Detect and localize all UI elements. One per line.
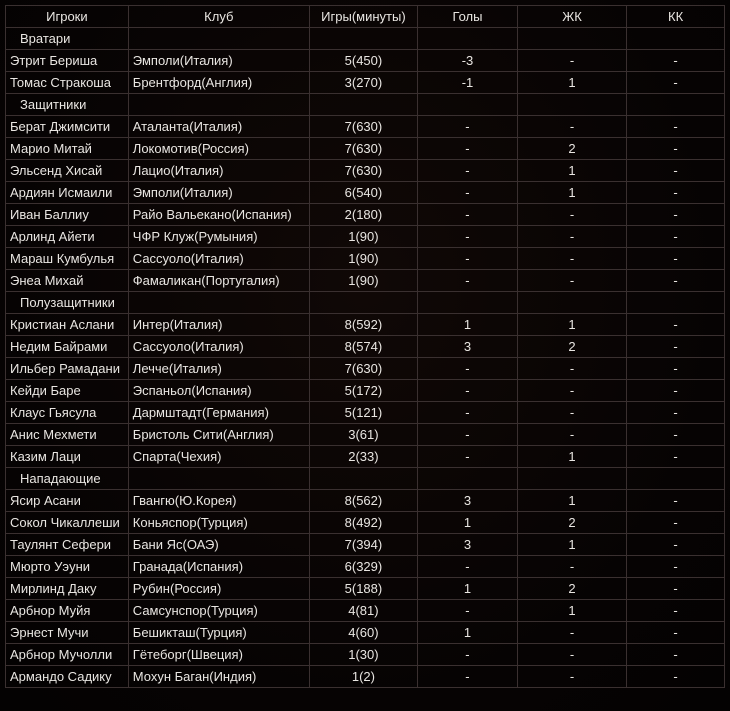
empty-cell [517, 468, 626, 490]
table-row [6, 556, 725, 578]
yellow-cards-cell: 1 [517, 446, 626, 468]
goals-cell: - [418, 402, 518, 424]
goals-cell: - [418, 182, 518, 204]
section-row [6, 292, 725, 314]
empty-cell [309, 28, 417, 50]
red-cards-cell: - [627, 380, 725, 402]
empty-cell [128, 292, 309, 314]
red-cards-cell: - [627, 314, 725, 336]
games-cell: 7(394) [309, 534, 417, 556]
table-row [6, 512, 725, 534]
club-cell: Брентфорд(Англия) [128, 72, 309, 94]
goals-cell: 3 [418, 336, 518, 358]
club-cell: Локомотив(Россия) [128, 138, 309, 160]
yellow-cards-cell: - [517, 358, 626, 380]
section-title: Вратари [6, 28, 129, 50]
header-club: Клуб [128, 6, 309, 28]
red-cards-cell: - [627, 226, 725, 248]
table-row [6, 578, 725, 600]
section-row [6, 94, 725, 116]
table-row [6, 336, 725, 358]
table-row [6, 534, 725, 556]
club-cell: Гранада(Испания) [128, 556, 309, 578]
goals-cell: 1 [418, 512, 518, 534]
goals-cell: - [418, 666, 518, 688]
red-cards-cell: - [627, 578, 725, 600]
games-cell: 5(121) [309, 402, 417, 424]
red-cards-cell: - [627, 160, 725, 182]
yellow-cards-cell: - [517, 204, 626, 226]
yellow-cards-cell: 1 [517, 534, 626, 556]
player-name-cell: Марио Митай [6, 138, 129, 160]
table-row [6, 358, 725, 380]
table-row [6, 600, 725, 622]
section-title: Полузащитники [6, 292, 129, 314]
player-name-cell: Армандо Садику [6, 666, 129, 688]
table-row [6, 226, 725, 248]
empty-cell [128, 28, 309, 50]
empty-cell [627, 292, 725, 314]
red-cards-cell: - [627, 600, 725, 622]
player-name-cell: Мараш Кумбулья [6, 248, 129, 270]
player-name-cell: Клаус Гьясула [6, 402, 129, 424]
player-name-cell: Казим Лаци [6, 446, 129, 468]
header-row [6, 6, 725, 28]
yellow-cards-cell: - [517, 380, 626, 402]
games-cell: 1(30) [309, 644, 417, 666]
games-cell: 3(61) [309, 424, 417, 446]
yellow-cards-cell: - [517, 556, 626, 578]
goals-cell: - [418, 358, 518, 380]
red-cards-cell: - [627, 622, 725, 644]
yellow-cards-cell: 2 [517, 578, 626, 600]
games-cell: 7(630) [309, 116, 417, 138]
player-name-cell: Ардиян Исмаили [6, 182, 129, 204]
yellow-cards-cell: - [517, 622, 626, 644]
yellow-cards-cell: - [517, 50, 626, 72]
player-name-cell: Берат Джимсити [6, 116, 129, 138]
red-cards-cell: - [627, 72, 725, 94]
table-body [6, 28, 725, 688]
player-name-cell: Иван Баллиу [6, 204, 129, 226]
empty-cell [418, 292, 518, 314]
club-cell: ЧФР Клуж(Румыния) [128, 226, 309, 248]
goals-cell: - [418, 446, 518, 468]
club-cell: Фамаликан(Португалия) [128, 270, 309, 292]
red-cards-cell: - [627, 336, 725, 358]
games-cell: 3(270) [309, 72, 417, 94]
club-cell: Гвангю(Ю.Корея) [128, 490, 309, 512]
player-name-cell: Арбнор Муйя [6, 600, 129, 622]
goals-cell: 3 [418, 534, 518, 556]
player-name-cell: Кристиан Аслани [6, 314, 129, 336]
section-title: Нападающие [6, 468, 129, 490]
player-name-cell: Ильбер Рамадани [6, 358, 129, 380]
club-cell: Мохун Баган(Индия) [128, 666, 309, 688]
table-row [6, 182, 725, 204]
table-row [6, 116, 725, 138]
goals-cell: 1 [418, 578, 518, 600]
red-cards-cell: - [627, 446, 725, 468]
player-name-cell: Арлинд Айети [6, 226, 129, 248]
goals-cell: - [418, 424, 518, 446]
goals-cell: 3 [418, 490, 518, 512]
player-name-cell: Анис Мехмети [6, 424, 129, 446]
yellow-cards-cell: - [517, 666, 626, 688]
table-row [6, 314, 725, 336]
player-name-cell: Этрит Бериша [6, 50, 129, 72]
yellow-cards-cell: - [517, 270, 626, 292]
red-cards-cell: - [627, 50, 725, 72]
goals-cell: - [418, 556, 518, 578]
red-cards-cell: - [627, 644, 725, 666]
header-red-cards: КК [627, 6, 725, 28]
table-row [6, 270, 725, 292]
header-player: Игроки [6, 6, 129, 28]
games-cell: 8(492) [309, 512, 417, 534]
club-cell: Рубин(Россия) [128, 578, 309, 600]
club-cell: Бани Яс(ОАЭ) [128, 534, 309, 556]
games-cell: 7(630) [309, 358, 417, 380]
empty-cell [627, 28, 725, 50]
club-cell: Лечче(Италия) [128, 358, 309, 380]
yellow-cards-cell: - [517, 644, 626, 666]
yellow-cards-cell: - [517, 116, 626, 138]
empty-cell [627, 94, 725, 116]
empty-cell [627, 468, 725, 490]
red-cards-cell: - [627, 270, 725, 292]
empty-cell [517, 94, 626, 116]
goals-cell: - [418, 644, 518, 666]
table-row [6, 424, 725, 446]
goals-cell: - [418, 226, 518, 248]
goals-cell: - [418, 204, 518, 226]
goals-cell: - [418, 160, 518, 182]
table-row [6, 666, 725, 688]
goals-cell: - [418, 270, 518, 292]
red-cards-cell: - [627, 490, 725, 512]
player-name-cell: Эльсенд Хисай [6, 160, 129, 182]
goals-cell: 1 [418, 314, 518, 336]
games-cell: 5(188) [309, 578, 417, 600]
table-row [6, 490, 725, 512]
table-row [6, 622, 725, 644]
red-cards-cell: - [627, 424, 725, 446]
yellow-cards-cell: 1 [517, 600, 626, 622]
yellow-cards-cell: 2 [517, 512, 626, 534]
goals-cell: - [418, 248, 518, 270]
games-cell: 1(90) [309, 226, 417, 248]
red-cards-cell: - [627, 248, 725, 270]
table-row [6, 204, 725, 226]
player-name-cell: Таулянт Сефери [6, 534, 129, 556]
goals-cell: -3 [418, 50, 518, 72]
red-cards-cell: - [627, 358, 725, 380]
empty-cell [418, 94, 518, 116]
club-cell: Спарта(Чехия) [128, 446, 309, 468]
yellow-cards-cell: 1 [517, 182, 626, 204]
empty-cell [418, 28, 518, 50]
games-cell: 4(81) [309, 600, 417, 622]
club-cell: Аталанта(Италия) [128, 116, 309, 138]
goals-cell: 1 [418, 622, 518, 644]
header-goals: Голы [418, 6, 518, 28]
table-row [6, 644, 725, 666]
empty-cell [309, 292, 417, 314]
player-name-cell: Ясир Асани [6, 490, 129, 512]
stats-table [5, 5, 725, 688]
red-cards-cell: - [627, 512, 725, 534]
table-row [6, 160, 725, 182]
yellow-cards-cell: - [517, 248, 626, 270]
games-cell: 8(592) [309, 314, 417, 336]
empty-cell [128, 468, 309, 490]
empty-cell [309, 468, 417, 490]
goals-cell: - [418, 380, 518, 402]
header-yellow-cards: ЖК [517, 6, 626, 28]
empty-cell [418, 468, 518, 490]
empty-cell [309, 94, 417, 116]
club-cell: Эмполи(Италия) [128, 182, 309, 204]
club-cell: Бристоль Сити(Англия) [128, 424, 309, 446]
games-cell: 1(90) [309, 270, 417, 292]
goals-cell: -1 [418, 72, 518, 94]
goals-cell: - [418, 116, 518, 138]
club-cell: Коньяспор(Турция) [128, 512, 309, 534]
player-name-cell: Энеа Михай [6, 270, 129, 292]
table-row [6, 72, 725, 94]
red-cards-cell: - [627, 402, 725, 424]
red-cards-cell: - [627, 138, 725, 160]
table-row [6, 138, 725, 160]
table-row [6, 446, 725, 468]
yellow-cards-cell: 1 [517, 490, 626, 512]
player-name-cell: Сокол Чикаллеши [6, 512, 129, 534]
club-cell: Эмполи(Италия) [128, 50, 309, 72]
games-cell: 5(450) [309, 50, 417, 72]
yellow-cards-cell: - [517, 226, 626, 248]
games-cell: 5(172) [309, 380, 417, 402]
club-cell: Лацио(Италия) [128, 160, 309, 182]
club-cell: Райо Вальекано(Испания) [128, 204, 309, 226]
club-cell: Самсунспор(Турция) [128, 600, 309, 622]
red-cards-cell: - [627, 116, 725, 138]
club-cell: Дармштадт(Германия) [128, 402, 309, 424]
yellow-cards-cell: 1 [517, 160, 626, 182]
yellow-cards-cell: - [517, 402, 626, 424]
games-cell: 7(630) [309, 138, 417, 160]
table-row [6, 248, 725, 270]
yellow-cards-cell: 1 [517, 72, 626, 94]
empty-cell [128, 94, 309, 116]
games-cell: 6(329) [309, 556, 417, 578]
empty-cell [517, 292, 626, 314]
player-name-cell: Мирлинд Даку [6, 578, 129, 600]
club-cell: Эспаньол(Испания) [128, 380, 309, 402]
yellow-cards-cell: 2 [517, 138, 626, 160]
games-cell: 7(630) [309, 160, 417, 182]
games-cell: 8(562) [309, 490, 417, 512]
goals-cell: - [418, 138, 518, 160]
games-cell: 1(90) [309, 248, 417, 270]
club-cell: Гётеборг(Швеция) [128, 644, 309, 666]
player-name-cell: Мюрто Уэуни [6, 556, 129, 578]
yellow-cards-cell: - [517, 424, 626, 446]
games-cell: 4(60) [309, 622, 417, 644]
games-cell: 2(180) [309, 204, 417, 226]
club-cell: Сассуоло(Италия) [128, 336, 309, 358]
goals-cell: - [418, 600, 518, 622]
red-cards-cell: - [627, 204, 725, 226]
red-cards-cell: - [627, 182, 725, 204]
games-cell: 1(2) [309, 666, 417, 688]
player-name-cell: Эрнест Мучи [6, 622, 129, 644]
player-name-cell: Томас Стракоша [6, 72, 129, 94]
player-name-cell: Арбнор Мучолли [6, 644, 129, 666]
yellow-cards-cell: 2 [517, 336, 626, 358]
header-games: Игры(минуты) [309, 6, 417, 28]
club-cell: Бешикташ(Турция) [128, 622, 309, 644]
games-cell: 8(574) [309, 336, 417, 358]
games-cell: 6(540) [309, 182, 417, 204]
table-row [6, 380, 725, 402]
red-cards-cell: - [627, 556, 725, 578]
games-cell: 2(33) [309, 446, 417, 468]
player-name-cell: Кейди Баре [6, 380, 129, 402]
club-cell: Интер(Италия) [128, 314, 309, 336]
table-row [6, 402, 725, 424]
yellow-cards-cell: 1 [517, 314, 626, 336]
section-row [6, 28, 725, 50]
club-cell: Сассуоло(Италия) [128, 248, 309, 270]
empty-cell [517, 28, 626, 50]
table-row [6, 50, 725, 72]
red-cards-cell: - [627, 534, 725, 556]
red-cards-cell: - [627, 666, 725, 688]
section-title: Защитники [6, 94, 129, 116]
section-row [6, 468, 725, 490]
player-name-cell: Недим Байрами [6, 336, 129, 358]
